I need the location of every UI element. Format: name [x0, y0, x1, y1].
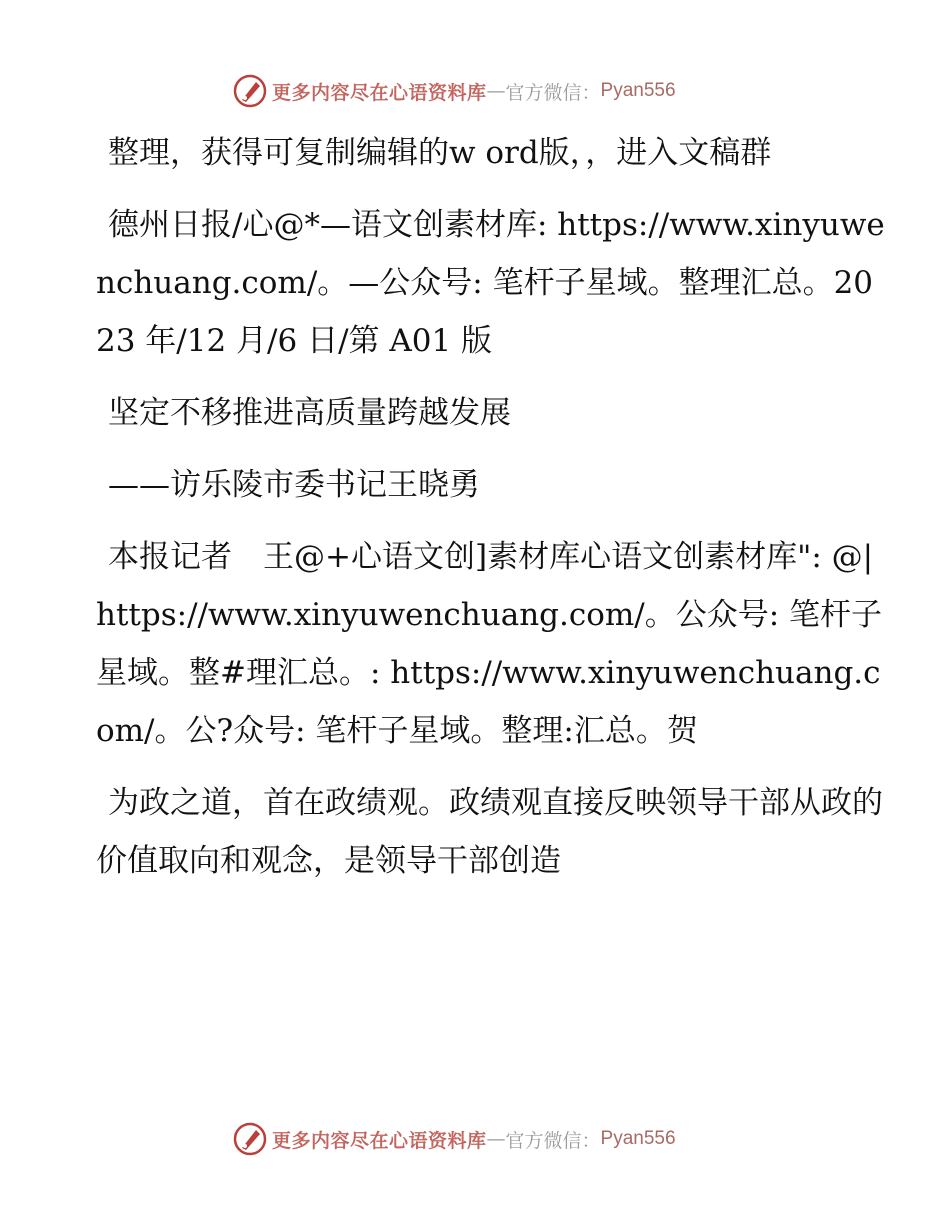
banner-dash: — — [486, 80, 506, 102]
pen-nib-circle-icon — [232, 1121, 268, 1157]
footer-banner — [232, 1120, 676, 1158]
banner-wechat-label: 官方微信： — [505, 1129, 601, 1152]
article-subtitle: ——访乐陵市委书记王晓勇 — [108, 467, 480, 503]
paragraph-byline: 本报记者 王@+心语文创]素材库心语文创素材库": @|https://www.xinyuwenchuang.com/。公众号: 笔杆子星域。整#理汇总。: https://www.xinyuwenchuang.com/。公?众号: 笔杆子星域。整理:汇总。贺 — [96, 539, 883, 749]
paragraph-intro: 整理，获得可复制编辑的w ord版，，进入文稿群 — [108, 135, 772, 171]
article-title: 坚定不移推进高质量跨越发展 — [108, 395, 511, 431]
paragraph-body: 为政之道，首在政绩观。政绩观直接反映领导干部从政的价值取向和观念，是领导干部创造 — [96, 785, 883, 879]
banner-dash: — — [486, 1128, 506, 1150]
article-body — [96, 124, 886, 904]
pen-nib-circle-icon — [232, 73, 268, 109]
banner-main-text: 更多内容尽在心语资料库 — [272, 81, 487, 104]
banner-wechat-id: Pyan556 — [600, 1128, 676, 1149]
banner-wechat-label: 官方微信： — [505, 81, 601, 104]
header-banner — [232, 72, 676, 110]
banner-wechat-id: Pyan556 — [600, 80, 676, 101]
banner-main-text: 更多内容尽在心语资料库 — [272, 1129, 487, 1152]
paragraph-source: 德州日报/心@*—语文创素材库: https://www.xinyuwenchuang.com/。—公众号: 笔杆子星域。整理汇总。2023 年/12 月/6 日/第 A01 版 — [96, 207, 885, 359]
